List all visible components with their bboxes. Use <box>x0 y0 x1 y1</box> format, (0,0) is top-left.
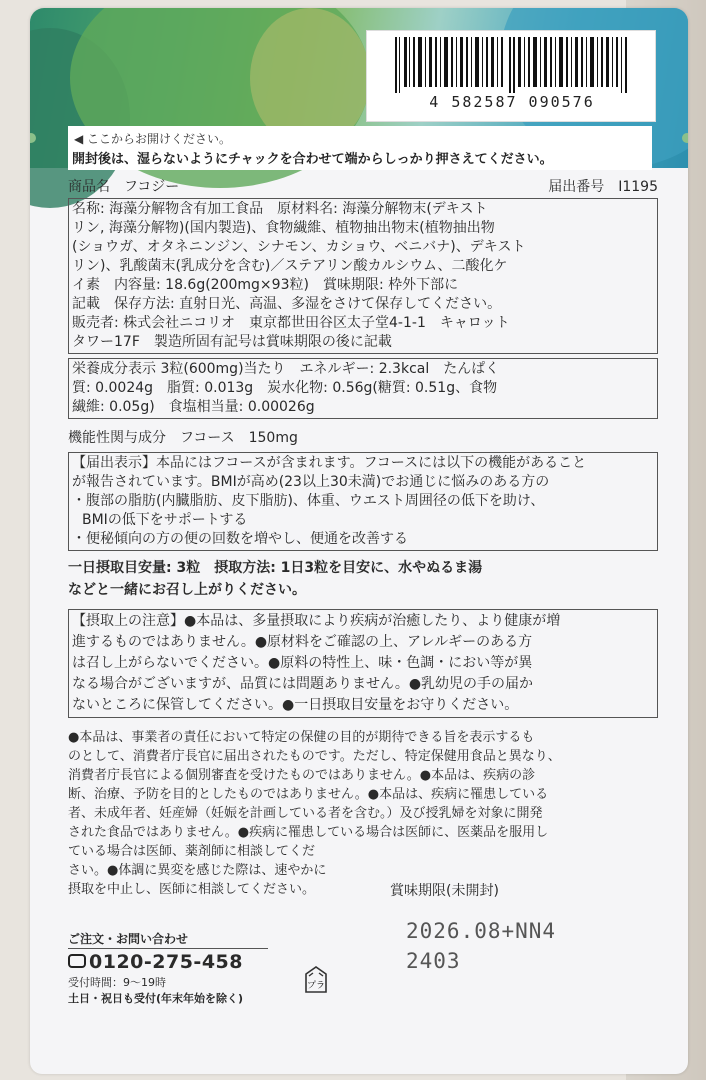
functional-ingredient: 機能性関与成分 フコース 150mg <box>68 430 298 446</box>
spec-line: 販売者: 株式会社ニコリオ 東京都世田谷区太子堂4-1-1 キャロット <box>72 315 510 331</box>
seal-dot-right <box>682 133 688 143</box>
disclaimer-line: された食品ではありません。●疾病に罹患している場合は医師に、医薬品を服用し <box>68 825 549 840</box>
nutrition-line: 質: 0.0024g 脂質: 0.013g 炭水化物: 0.56g(糖質: 0.51g、食物 <box>72 380 498 396</box>
reseal-note: 開封後は、湿らないようにチャックを合わせて端からしっかり押さえてください。 <box>72 152 553 167</box>
holiday-note: 土日・祝日も受付(年末年始を除く) <box>68 992 244 1005</box>
opening-strip[interactable] <box>68 126 652 170</box>
label-content <box>68 176 658 899</box>
phone-text: 0120-275-458 <box>89 951 243 973</box>
notification-line: 【届出表示】本品にはフコースが含まれます。フコースには以下の機能があること <box>72 455 587 471</box>
spec-line: 記載 保存方法: 直射日光、高温、多湿をさけて保存してください。 <box>72 296 502 312</box>
phone-number[interactable] <box>68 951 268 973</box>
phone-icon <box>68 954 86 968</box>
cautions-box <box>68 609 658 718</box>
recycle-label: プラ <box>306 981 326 991</box>
nutrition-box <box>68 358 658 419</box>
spec-line: タワー17F 製造所固有記号は賞味期限の後に記載 <box>72 334 392 350</box>
best-before-date: 2026.08+NN4 <box>406 919 557 943</box>
caution-line: 【摂取上の注意】●本品は、多量摂取により疾病が治癒したり、より健康が増 <box>72 613 561 629</box>
disclaimer-line: 断、治療、予防を目的としたものではありません。●本品は、疾病に罹患している <box>68 787 549 802</box>
caution-line: 進するものではありません。●原材料をご確認の上、アレルギーのある方 <box>72 634 533 650</box>
notification-line: が報告されています。BMIが高め(23以上30未満)でお通じに悩みのある方の <box>72 474 550 490</box>
spec-line: 名称: 海藻分解物含有加工食品 原材料名: 海藻分解物末(デキスト <box>72 201 488 217</box>
spec-box <box>68 198 658 354</box>
disclaimer-line: のとして、消費者庁長官に届出されたものです。ただし、特定保健用食品と異なり、 <box>68 749 561 764</box>
product-row <box>68 176 658 198</box>
disclaimer-line: 摂取を中止し、医師に相談してください。 <box>68 882 316 897</box>
disclaimer-line: さい。●体調に異変を感じた際は、速やかに <box>68 863 327 878</box>
notification-number: 届出番号 I1195 <box>548 179 658 195</box>
spec-line: リン)、乳酸菌末(乳成分を含む)／ステアリン酸カルシウム、二酸化ケ <box>72 258 508 274</box>
contact-title: ご注文・お問い合わせ <box>68 930 268 949</box>
package-back <box>30 8 688 1074</box>
intake-line: などと一緒にお召し上がりください。 <box>68 582 306 598</box>
spec-line: (ショウガ、オタネニンジン、シナモン、カショウ、ベニバナ)、デキスト <box>72 239 526 255</box>
intake-section <box>68 557 658 601</box>
barcode-number: 4 582587 090576 <box>429 93 595 111</box>
caution-line: なる場合がございますが、品質には問題ありません。●乳幼児の手の届か <box>72 676 534 692</box>
nutrition-line: 繊維: 0.05g) 食塩相当量: 0.00026g <box>72 399 315 415</box>
notification-box <box>68 452 658 551</box>
product-name: 商品名 フコジー <box>68 179 180 195</box>
disclaimer-line: 消費者庁長官による個別審査を受けたものではありません。●本品は、疾病の診 <box>68 768 536 783</box>
barcode-area <box>366 30 656 122</box>
disclaimer-section <box>68 728 658 899</box>
barcode-icon <box>395 37 635 93</box>
contact-info <box>68 930 268 1006</box>
caution-line: ないところに保管してください。●一日摂取目安量をお守りください。 <box>72 697 519 713</box>
reception-hours: 受付時間：9～19時 <box>68 976 166 989</box>
intake-line: 一日摂取目安量: 3粒 摂取方法: 1日3粒を目安に、水やぬるま湯 <box>68 560 483 576</box>
nutrition-line: 栄養成分表示 3粒(600mg)当たり エネルギー: 2.3kcal たんぱく <box>72 361 500 377</box>
open-here-hint: ◀ ここからお開けください。 <box>74 132 232 146</box>
recycle-plastic-icon <box>302 964 330 998</box>
spec-line: リン, 海藻分解物)(国内製造)、食物繊維、植物抽出物末(植物抽出物 <box>72 220 495 236</box>
notification-line: ・便秘傾向の方の便の回数を増やし、便通を改善する <box>72 531 408 547</box>
notification-line: ・腹部の脂肪(内臓脂肪、皮下脂肪)、体重、ウエスト周囲径の低下を助け、 <box>72 493 545 509</box>
notification-line: BMIの低下をサポートする <box>82 512 248 528</box>
spec-line: イ素 内容量: 18.6g(200mg×93粒) 賞味期限: 枠外下部に <box>72 277 459 293</box>
disclaimer-line: ている場合は医師、薬剤師に相談してくだ <box>68 844 316 859</box>
lot-code: 2403 <box>406 949 461 973</box>
best-before-label: 賞味期限(未開封) <box>390 883 499 899</box>
caution-line: は召し上がらないでください。●原料の特性上、味・色調・におい等が異 <box>72 655 533 671</box>
disclaimer-line: ●本品は、事業者の責任において特定の保健の目的が期待できる旨を表示するも <box>68 730 535 745</box>
disclaimer-line: 者、未成年者、妊産婦（妊娠を計画している者を含む。）及び授乳婦を対象に開発 <box>68 806 543 821</box>
